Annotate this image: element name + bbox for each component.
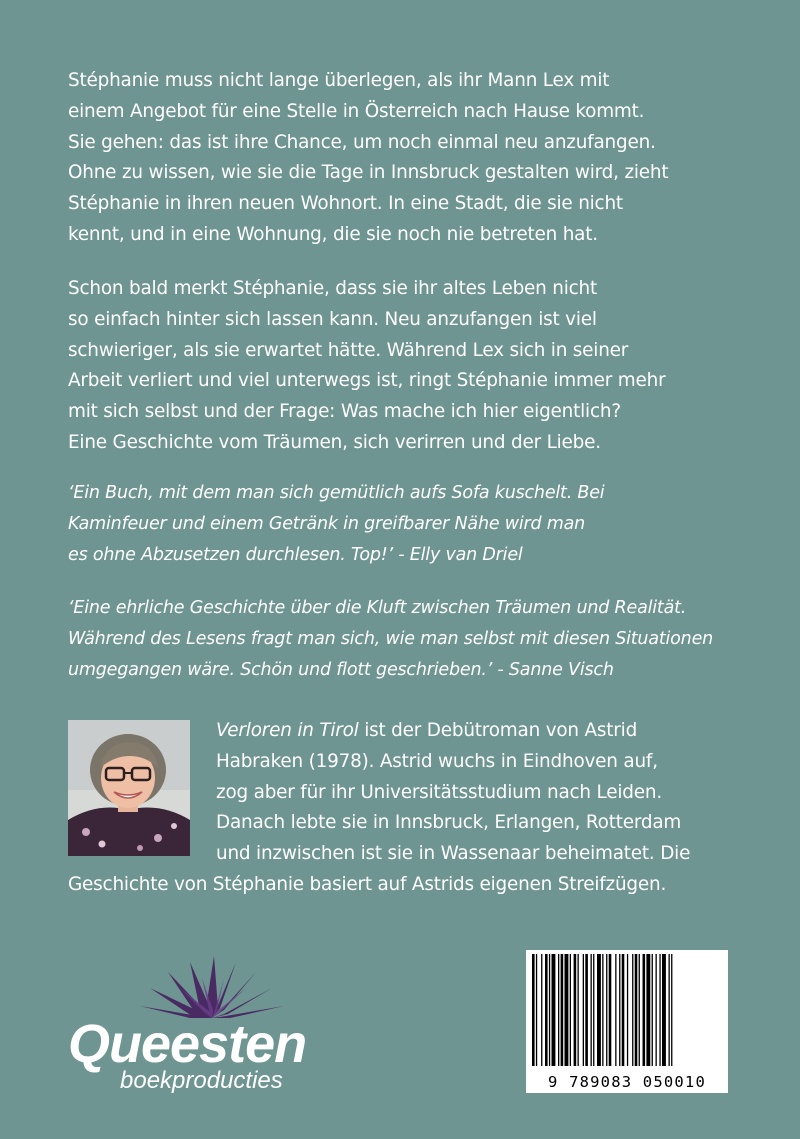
barcode-bar [591, 954, 592, 1066]
blurb-line: Eine Geschichte vom Träumen, sich verirren und der Liebe. [68, 431, 601, 453]
barcode-bar [545, 954, 548, 1066]
barcode-bar [643, 954, 646, 1066]
barcode-bar [646, 954, 650, 1066]
quote-line: umgegangen wäre. Schön und flott geschrieben.’ - Sanne Visch [68, 659, 614, 680]
barcode-bar [662, 954, 666, 1066]
blurb-line: Arbeit verliert und viel unterwegs ist, ringt Stéphanie immer mehr [68, 370, 666, 392]
blurb-line: mit sich selbst und der Frage: Was mache ich hier eigentlich? [68, 401, 621, 423]
barcode-bar [602, 954, 603, 1066]
publisher-name: Queesten [68, 1014, 307, 1074]
blurb-line: Stéphanie muss nicht lange überlegen, als ihr Mann Lex mit [68, 70, 610, 91]
bio-line: Danach lebte sie in Innsbruck, Erlangen, Rotterdam [216, 812, 682, 834]
barcode-bar [609, 954, 612, 1066]
quote-line: ‘Ein Buch, mit dem man sich gemütlich aufs Sofa kuschelt. Bei [68, 483, 605, 503]
barcode-bar [619, 954, 620, 1066]
publisher-subtitle: boekproducties [120, 1067, 283, 1094]
barcode-bar [549, 954, 550, 1066]
barcode-bar [639, 954, 640, 1066]
isbn-digits: 9 789083 050010 [548, 1073, 706, 1091]
barcode-bar [561, 954, 564, 1066]
blurb-line: so einfach hinter sich lassen kann. Neu anzufangen ist viel [68, 308, 597, 330]
barcode-bar [552, 954, 556, 1066]
barcode-bar [536, 954, 537, 1066]
barcode-bar [570, 954, 571, 1066]
bio-line: Habraken (1978). Astrid wuchs in Eindhoven auf, [216, 750, 658, 772]
blurb-paragraph-2 [68, 274, 665, 459]
bio-line: und inzwischen ist sie in Wassenaar beheimatet. Die [216, 843, 691, 865]
barcode-bar [656, 954, 657, 1066]
publisher-starburst-icon [64, 948, 324, 1098]
blurb-line: schwieriger, als sie erwartet hätte. Während Lex sich in seiner [68, 339, 629, 361]
barcode-bar [597, 954, 601, 1066]
quote-line: Während des Lesens fragt man sich, wie man selbst mit diesen Situationen [68, 628, 714, 649]
blurb-line: Stéphanie in ihren neuen Wohnort. In eine Stadt, die sie nicht [68, 193, 623, 215]
bio-line: Verloren in Tirol ist der Debütroman von Astrid [216, 720, 638, 741]
quote-line: es ohne Abzusetzen durchlesen. Top!’ - Elly van Driel [68, 544, 523, 565]
barcode-bar [558, 954, 559, 1066]
blurb-line: Schon bald merkt Stéphanie, dass sie ihr altes Leben nicht [68, 278, 598, 299]
blurb-line: Sie gehen: das ist ihre Chance, um noch einmal neu anzufangen. [68, 131, 656, 153]
barcode-bar [615, 954, 616, 1066]
barcode-bar [669, 954, 670, 1066]
review-quote-2 [68, 593, 713, 685]
barcode-bar [532, 954, 535, 1066]
publisher-logo [64, 948, 324, 1098]
bio-line: Geschichte von Stéphanie basiert auf Astrids eigenen Streifzügen. [68, 873, 667, 895]
blurb-line: einem Angebot für eine Stelle in Österreich nach Hause kommt. [68, 100, 645, 122]
barcode-bar [659, 954, 660, 1066]
book-title: Verloren in Tirol [216, 720, 359, 741]
isbn-barcode [526, 950, 728, 1093]
barcode-bar [632, 954, 633, 1066]
barcode-bar [627, 954, 628, 1066]
barcode-bar [565, 954, 569, 1066]
barcode-bar [541, 954, 542, 1066]
barcode-bar [593, 954, 594, 1066]
barcode-bar [622, 954, 625, 1066]
barcode-bar [635, 954, 638, 1066]
author-bio [68, 716, 690, 901]
barcode-bar [606, 954, 607, 1066]
quote-line: Kaminfeuer und einem Getränk in greifbarer Nähe wird man [68, 513, 586, 534]
bio-line: zog aber für ihr Universitätsstudium nach Leiden. [216, 781, 662, 803]
blurb-line: Ohne zu wissen, wie sie die Tage in Innsbruck gestalten wird, zieht [68, 162, 669, 184]
quote-line: ‘Eine ehrliche Geschichte über die Kluft zwischen Träumen und Realität. [68, 598, 687, 618]
review-quote-1 [68, 478, 604, 570]
barcode-bar [585, 954, 588, 1066]
blurb-line: kennt, und in eine Wohnung, die sie noch nie betreten hat. [68, 223, 598, 245]
barcode-bar [574, 954, 577, 1066]
barcode-bar [671, 954, 672, 1066]
barcode-bar [583, 954, 584, 1066]
barcode-bar [578, 954, 579, 1066]
blurb-paragraph-1 [68, 66, 668, 251]
barcode-bar [652, 954, 653, 1066]
barcode-bars [526, 952, 728, 1072]
